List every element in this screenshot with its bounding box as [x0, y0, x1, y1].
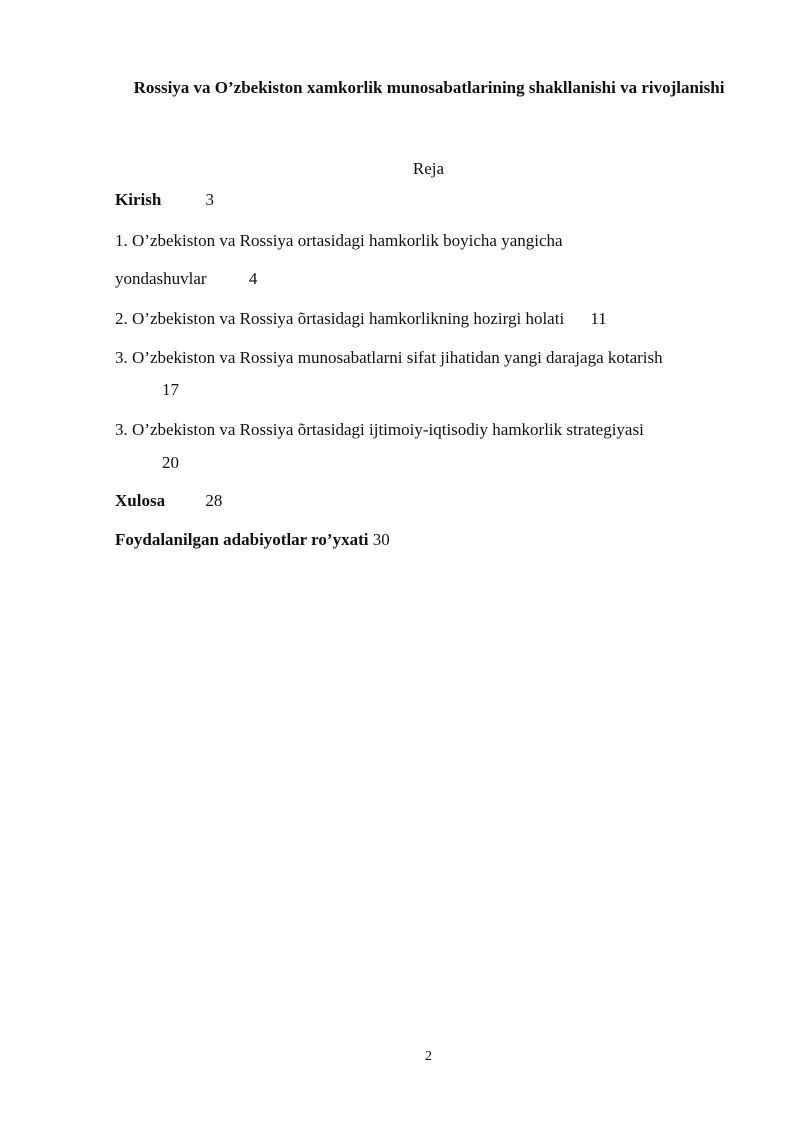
toc-entry-conclusion: [115, 489, 222, 513]
toc-references-label: Foydalanilgan adabiyotlar ro’yxati: [115, 530, 369, 549]
toc-entry-intro: [115, 188, 214, 212]
document-title: Rossiya va O’zbekiston xamkorlik munosabatlarining shakllanishi va rivojlanishi: [133, 78, 725, 97]
toc-entry-4: 3. O’zbekiston va Rossiya õrtasidagi ijtimoiy-iqtisodiy hamkorlik strategiyasi: [115, 420, 644, 439]
plan-heading: Reja: [412, 159, 445, 178]
toc-item2-page: 11: [590, 309, 607, 328]
toc-item2-label: 2. O’zbekiston va Rossiya õrtasidagi hamkorlikning hozirgi holati: [115, 309, 565, 328]
toc-entry-references: [115, 528, 390, 552]
toc-item4-page: 20: [162, 453, 179, 472]
toc-conclusion-page: 28: [205, 491, 223, 510]
toc-conclusion-label: Xulosa: [115, 491, 166, 510]
toc-references-page: 30: [372, 530, 390, 549]
toc-entry-1-line1: 1. O’zbekiston va Rossiya ortasidagi hamkorlik boyicha yangicha: [115, 231, 563, 250]
page-number: 2: [425, 1049, 432, 1064]
toc-item3-page: 17: [162, 380, 179, 399]
toc-item1-label-cont: yondashuvlar: [115, 269, 207, 288]
toc-intro-page: 3: [205, 190, 215, 209]
toc-intro-label: Kirish: [115, 190, 162, 209]
toc-entry-2: [115, 307, 607, 331]
toc-item1-page: 4: [248, 269, 258, 288]
toc-entry-3: 3. O’zbekiston va Rossiya munosabatlarni sifat jihatidan yangi darajaga kotarish: [115, 348, 663, 367]
toc-entry-1-line2: [115, 267, 257, 291]
